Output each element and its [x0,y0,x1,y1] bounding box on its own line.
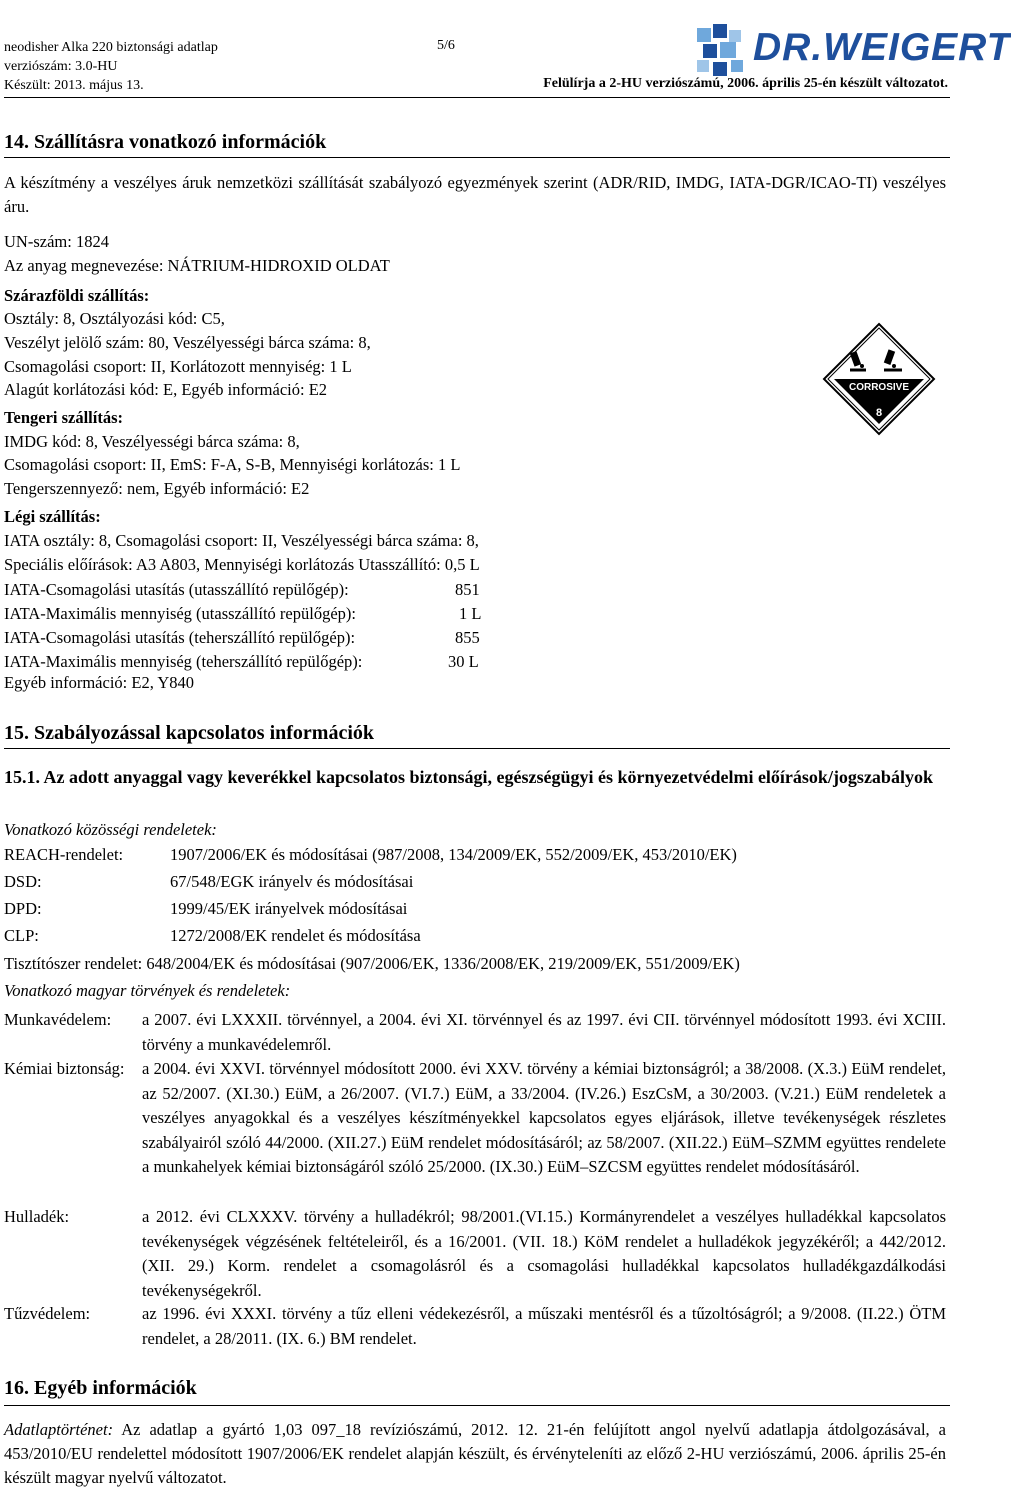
hu-law-label: Kémiai biztonság: [4,1059,125,1078]
air-table-label: IATA-Maximális mennyiség (teherszállító repülőgép): [4,652,363,671]
header-divider [4,97,950,98]
section-15-divider [4,748,950,749]
hazard-class-number: 8 [875,407,883,419]
section-14-title: 14. Szállításra vonatkozó információk [4,131,327,153]
eu-regulations-heading: Vonatkozó közösségi rendeletek: [4,820,217,839]
revision-history [4,1418,946,1490]
eu-reg-label: REACH-rendelet: [4,845,124,864]
air-table-label: IATA-Maximális mennyiség (utasszállító repülőgép): [4,604,356,623]
air-table-value: 30 L [448,652,479,671]
section-14-intro: A készítmény a veszélyes áruk nemzetközi szállítását szabályozó egyezmények szerint (ADR/RID, IMDG, IATA-DGR/ICAO-TI) veszélyes áru. [4,173,946,216]
hu-law-label: Munkavédelem: [4,1010,112,1029]
revision-history-text: Az adatlap a gyártó 1,03 097_18 revíziószámú, 2012. 12. 21-én felújított angol nyelvű adatlapja átdolgozásával, a 453/2010/EU rendelettel módosított 1907/2006/EK rendelet alapján készült, és érvényteleníti az előző 2-HU verziószámú, 2006. április 25-én készült magyar nyelvű változatot. [4,1420,946,1487]
header-version: verziószám: 3.0-HU [4,59,118,74]
section-15-title: 15. Szabályozással kapcsolatos információk [4,722,375,744]
sea-line: Csomagolási csoport: II, EmS: F-A, S-B, Mennyiségi korlátozás: 1 L [4,455,461,474]
corrosive-hazard-icon [822,322,936,436]
header-info [4,38,218,95]
company-logo [693,22,1011,80]
eu-reg-value: 1907/2006/EK és módosításai (987/2008, 134/2009/EK, 552/2009/EK, 453/2010/EK) [170,845,737,864]
sea-line: IMDG kód: 8, Veszélyességi bárca száma: 8, [4,432,300,451]
eu-reg-value: 67/548/EGK irányelv és módosításai [170,872,414,891]
un-number: UN-szám: 1824 [4,232,109,251]
air-other-info: Egyéb információ: E2, Y840 [4,673,195,692]
land-transport-title: Szárazföldi szállítás: [4,286,150,305]
supersedes-note: Felülírja a 2-HU verziószámú, 2006. április 25-én készült változatot. [543,76,948,91]
air-table-value: 1 L [459,604,482,623]
air-table-label: IATA-Csomagolási utasítás (utasszállító repülőgép): [4,580,349,599]
revision-history-label: Adatlaptörténet: [4,1420,114,1439]
land-line: Csomagolási csoport: II, Korlátozott mennyiség: 1 L [4,357,352,376]
logo-mark-icon [693,22,749,80]
section-14-divider [4,157,950,158]
air-line: IATA osztály: 8, Csomagolási csoport: II, Veszélyességi bárca száma: 8, [4,531,479,550]
section-16-divider [4,1405,950,1406]
air-line: Speciális előírások: A3 A803, Mennyiségi korlátozás Utasszállító: 0,5 L [4,555,480,574]
air-table-value: 851 [455,580,480,599]
hu-law-text: a 2007. évi LXXXII. törvénnyel, a 2004. évi XI. törvénnyel és az 1997. évi CII. törvénnyel módosított 1993. évi XCIII. törvény a munkavédelemről. [142,1010,946,1054]
sea-line: Tengerszennyező: nem, Egyéb információ: E2 [4,479,310,498]
cleaning-regulation: Tisztítószer rendelet: 648/2004/EK és módosításai (907/2006/EK, 1336/2008/EK, 219/2009/EK, 551/2009/EK) [4,954,740,973]
hu-law-text: a 2004. évi XXVI. törvénnyel módosított 2000. évi XXV. törvény a kémiai biztonságról; a 38/2008. (X.3.) EüM rendelet, az 52/2007. (XI.30.) EüM, a 26/2007. (VI.7.) EüM, a 33/2004. (IV.26.) EszCsM, a 30/2003. (V.21.) EüM rendeletek a veszélyes anyagokkal és a veszélyes készítményekkel kapcsolatos egyes eljárások, illetve tevékenységek részletes szabályairól szóló 44/2000. (XII.27.) EüM rendelet módosításáról; az 58/2007. (XII.22.) EüM–SZMM együttes rendelete a munkahelyek kémiai biztonságáról szóló 25/2000. (IX.30.) EüM–SZCSM együttes rendelet módosításáról. [142,1059,946,1176]
eu-reg-label: CLP: [4,926,39,945]
eu-reg-label: DSD: [4,872,42,891]
air-transport-title: Légi szállítás: [4,507,101,526]
section-15-1-title: 15.1. Az adott anyaggal vagy keverékkel kapcsolatos biztonsági, egészségügyi és környezetvédelmi előírások/jogszabályok [4,767,933,787]
hu-law-label: Tűzvédelem: [4,1304,91,1323]
land-line: Osztály: 8, Osztályozási kód: C5, [4,309,225,328]
corrosive-label: CORROSIVE [848,382,910,393]
substance-name: Az anyag megnevezése: NÁTRIUM-HIDROXID OLDAT [4,256,390,275]
eu-reg-value: 1272/2008/EK rendelet és módosítása [170,926,421,945]
land-line: Veszélyt jelölő szám: 80, Veszélyességi bárca száma: 8, [4,333,371,352]
page-number: 5/6 [437,38,455,53]
land-line: Alagút korlátozási kód: E, Egyéb információ: E2 [4,380,328,399]
hu-law-label: Hulladék: [4,1207,70,1226]
hu-law-text: az 1996. évi XXXI. törvény a tűz elleni védekezésről, a műszaki mentésről és a tűzoltóságról; a 9/2008. (II.22.) ÖTM rendelet, a 28/2011. (IX. 6.) BM rendelet. [142,1304,946,1348]
hu-laws-heading: Vonatkozó magyar törvények és rendeletek: [4,981,291,1000]
logo-text: DR.WEIGERT [753,26,1011,69]
air-table-value: 855 [455,628,480,647]
header-product: neodisher Alka 220 biztonsági adatlap [4,40,218,55]
header-date: Készült: 2013. május 13. [4,78,144,93]
air-table-label: IATA-Csomagolási utasítás (teherszállító repülőgép): [4,628,356,647]
hu-law-text: a 2012. évi CLXXXV. törvény a hulladékról; 98/2001.(VI.15.) Kormányrendelet a veszélyes hulladékkal kapcsolatos tevékenységek végzésének feltételeiről, és a 16/2001. (VII. 18.) KöM rendelet a hulladékok jegyzékéről; a 442/2012. (XII. 29.) Korm. rendelet a csomagolásról és a csomagolási hulladékkal kapcsolatos hulladékgazdálkodási tevékenységekről. [142,1207,946,1300]
eu-reg-value: 1999/45/EK irányelvek módosításai [170,899,408,918]
section-16-title: 16. Egyéb információk [4,1377,197,1399]
sea-transport-title: Tengeri szállítás: [4,408,124,427]
eu-reg-label: DPD: [4,899,42,918]
